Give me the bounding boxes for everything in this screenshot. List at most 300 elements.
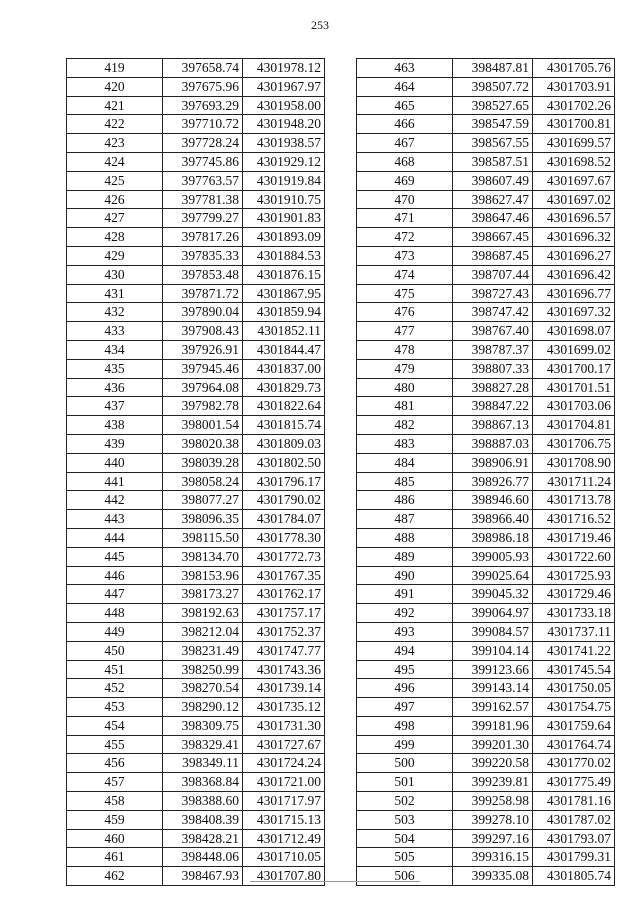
point-number-cell: 425 <box>67 171 163 190</box>
point-number-cell: 426 <box>67 190 163 209</box>
y-coordinate-cell: 4301767.35 <box>243 566 325 585</box>
x-coordinate-cell: 398807.33 <box>453 359 533 378</box>
point-number-cell: 472 <box>357 228 453 247</box>
point-number-cell: 484 <box>357 453 453 472</box>
y-coordinate-cell: 4301778.30 <box>243 528 325 547</box>
y-coordinate-cell: 4301711.24 <box>533 472 615 491</box>
point-number-cell: 437 <box>67 397 163 416</box>
x-coordinate-cell: 397835.33 <box>163 246 243 265</box>
x-coordinate-cell: 398966.40 <box>453 510 533 529</box>
table-row <box>357 679 615 698</box>
table-row <box>67 134 325 153</box>
y-coordinate-cell: 4301787.02 <box>533 810 615 829</box>
y-coordinate-cell: 4301938.57 <box>243 134 325 153</box>
point-number-cell: 428 <box>67 228 163 247</box>
point-number-cell: 464 <box>357 77 453 96</box>
table-row <box>67 453 325 472</box>
y-coordinate-cell: 4301737.11 <box>533 622 615 641</box>
table-row <box>357 322 615 341</box>
x-coordinate-cell: 398020.38 <box>163 434 243 453</box>
x-coordinate-cell: 398906.91 <box>453 453 533 472</box>
table-row <box>67 528 325 547</box>
table-row <box>357 792 615 811</box>
y-coordinate-cell: 4301700.17 <box>533 359 615 378</box>
y-coordinate-cell: 4301978.12 <box>243 59 325 78</box>
x-coordinate-cell: 397799.27 <box>163 209 243 228</box>
point-number-cell: 435 <box>67 359 163 378</box>
point-number-cell: 444 <box>67 528 163 547</box>
x-coordinate-cell: 398192.63 <box>163 604 243 623</box>
point-number-cell: 465 <box>357 96 453 115</box>
x-coordinate-cell: 398058.24 <box>163 472 243 491</box>
point-number-cell: 476 <box>357 303 453 322</box>
table-row <box>357 716 615 735</box>
x-coordinate-cell: 398787.37 <box>453 340 533 359</box>
y-coordinate-cell: 4301717.97 <box>243 792 325 811</box>
point-number-cell: 463 <box>357 59 453 78</box>
table-row <box>67 829 325 848</box>
point-number-cell: 496 <box>357 679 453 698</box>
y-coordinate-cell: 4301884.53 <box>243 246 325 265</box>
x-coordinate-cell: 397964.08 <box>163 378 243 397</box>
point-number-cell: 421 <box>67 96 163 115</box>
y-coordinate-cell: 4301696.32 <box>533 228 615 247</box>
x-coordinate-cell: 397908.43 <box>163 322 243 341</box>
y-coordinate-cell: 4301712.49 <box>243 829 325 848</box>
y-coordinate-cell: 4301759.64 <box>533 716 615 735</box>
y-coordinate-cell: 4301837.00 <box>243 359 325 378</box>
y-coordinate-cell: 4301910.75 <box>243 190 325 209</box>
y-coordinate-cell: 4301708.90 <box>533 453 615 472</box>
point-number-cell: 445 <box>67 547 163 566</box>
point-number-cell: 495 <box>357 660 453 679</box>
x-coordinate-cell: 399335.08 <box>453 867 533 886</box>
x-coordinate-cell: 398867.13 <box>453 416 533 435</box>
y-coordinate-cell: 4301844.47 <box>243 340 325 359</box>
point-number-cell: 423 <box>67 134 163 153</box>
y-coordinate-cell: 4301703.06 <box>533 397 615 416</box>
y-coordinate-cell: 4301784.07 <box>243 510 325 529</box>
table-row <box>357 698 615 717</box>
point-number-cell: 451 <box>67 660 163 679</box>
y-coordinate-cell: 4301696.77 <box>533 284 615 303</box>
x-coordinate-cell: 398212.04 <box>163 622 243 641</box>
x-coordinate-cell: 399045.32 <box>453 585 533 604</box>
table-row <box>67 773 325 792</box>
y-coordinate-cell: 4301815.74 <box>243 416 325 435</box>
x-coordinate-cell: 398231.49 <box>163 641 243 660</box>
point-number-cell: 420 <box>67 77 163 96</box>
y-coordinate-cell: 4301754.75 <box>533 698 615 717</box>
table-row <box>357 228 615 247</box>
point-number-cell: 493 <box>357 622 453 641</box>
y-coordinate-cell: 4301706.75 <box>533 434 615 453</box>
point-number-cell: 457 <box>67 773 163 792</box>
y-coordinate-cell: 4301747.77 <box>243 641 325 660</box>
table-row <box>67 585 325 604</box>
x-coordinate-cell: 398368.84 <box>163 773 243 792</box>
y-coordinate-cell: 4301735.12 <box>243 698 325 717</box>
x-coordinate-cell: 399005.93 <box>453 547 533 566</box>
point-number-cell: 422 <box>67 115 163 134</box>
x-coordinate-cell: 398487.81 <box>453 59 533 78</box>
x-coordinate-cell: 399104.14 <box>453 641 533 660</box>
table-row <box>357 848 615 867</box>
table-row <box>357 378 615 397</box>
x-coordinate-cell: 399064.97 <box>453 604 533 623</box>
x-coordinate-cell: 399143.14 <box>453 679 533 698</box>
y-coordinate-cell: 4301724.24 <box>243 754 325 773</box>
table-row <box>357 190 615 209</box>
y-coordinate-cell: 4301799.31 <box>533 848 615 867</box>
y-coordinate-cell: 4301752.37 <box>243 622 325 641</box>
table-row <box>67 378 325 397</box>
table-row <box>357 284 615 303</box>
y-coordinate-cell: 4301727.67 <box>243 735 325 754</box>
table-row <box>67 359 325 378</box>
x-coordinate-cell: 398926.77 <box>453 472 533 491</box>
y-coordinate-cell: 4301745.54 <box>533 660 615 679</box>
table-row <box>67 416 325 435</box>
point-number-cell: 433 <box>67 322 163 341</box>
table-row <box>357 829 615 848</box>
table-row <box>357 867 615 886</box>
point-number-cell: 446 <box>67 566 163 585</box>
point-number-cell: 436 <box>67 378 163 397</box>
x-coordinate-cell: 397675.96 <box>163 77 243 96</box>
x-coordinate-cell: 399123.66 <box>453 660 533 679</box>
x-coordinate-cell: 399258.98 <box>453 792 533 811</box>
x-coordinate-cell: 398587.51 <box>453 152 533 171</box>
y-coordinate-cell: 4301716.52 <box>533 510 615 529</box>
table-row <box>357 604 615 623</box>
table-row <box>67 792 325 811</box>
x-coordinate-cell: 398096.35 <box>163 510 243 529</box>
table-row <box>67 152 325 171</box>
table-row <box>67 228 325 247</box>
x-coordinate-cell: 398567.55 <box>453 134 533 153</box>
point-number-cell: 500 <box>357 754 453 773</box>
table-row <box>357 115 615 134</box>
table-row <box>357 754 615 773</box>
point-number-cell: 439 <box>67 434 163 453</box>
y-coordinate-cell: 4301948.20 <box>243 115 325 134</box>
page-number: 253 <box>311 18 329 32</box>
table-row <box>357 510 615 529</box>
table-row <box>67 622 325 641</box>
point-number-cell: 478 <box>357 340 453 359</box>
point-number-cell: 498 <box>357 716 453 735</box>
point-number-cell: 501 <box>357 773 453 792</box>
x-coordinate-cell: 398270.54 <box>163 679 243 698</box>
table-row <box>357 660 615 679</box>
x-coordinate-cell: 397693.29 <box>163 96 243 115</box>
table-row <box>357 265 615 284</box>
y-coordinate-cell: 4301958.00 <box>243 96 325 115</box>
table-row <box>67 716 325 735</box>
y-coordinate-cell: 4301733.18 <box>533 604 615 623</box>
point-number-cell: 455 <box>67 735 163 754</box>
x-coordinate-cell: 397728.24 <box>163 134 243 153</box>
point-number-cell: 480 <box>357 378 453 397</box>
point-number-cell: 443 <box>67 510 163 529</box>
y-coordinate-cell: 4301700.81 <box>533 115 615 134</box>
table-row <box>67 115 325 134</box>
point-number-cell: 447 <box>67 585 163 604</box>
x-coordinate-cell: 397982.78 <box>163 397 243 416</box>
point-number-cell: 461 <box>67 848 163 867</box>
y-coordinate-cell: 4301722.60 <box>533 547 615 566</box>
table-row <box>67 660 325 679</box>
x-coordinate-cell: 398687.45 <box>453 246 533 265</box>
table-row <box>67 77 325 96</box>
x-coordinate-cell: 399239.81 <box>453 773 533 792</box>
x-coordinate-cell: 398309.75 <box>163 716 243 735</box>
x-coordinate-cell: 398827.28 <box>453 378 533 397</box>
table-row <box>67 867 325 886</box>
x-coordinate-cell: 398329.41 <box>163 735 243 754</box>
table-row <box>357 547 615 566</box>
coordinates-table-left <box>66 58 325 886</box>
x-coordinate-cell: 398707.44 <box>453 265 533 284</box>
x-coordinate-cell: 398547.59 <box>453 115 533 134</box>
table-row <box>67 190 325 209</box>
bottom-divider <box>250 881 420 882</box>
y-coordinate-cell: 4301698.52 <box>533 152 615 171</box>
point-number-cell: 429 <box>67 246 163 265</box>
point-number-cell: 432 <box>67 303 163 322</box>
x-coordinate-cell: 397817.26 <box>163 228 243 247</box>
y-coordinate-cell: 4301697.32 <box>533 303 615 322</box>
x-coordinate-cell: 397926.91 <box>163 340 243 359</box>
table-row <box>67 810 325 829</box>
y-coordinate-cell: 4301829.73 <box>243 378 325 397</box>
point-number-cell: 471 <box>357 209 453 228</box>
table-row <box>357 641 615 660</box>
point-number-cell: 466 <box>357 115 453 134</box>
y-coordinate-cell: 4301764.74 <box>533 735 615 754</box>
point-number-cell: 456 <box>67 754 163 773</box>
y-coordinate-cell: 4301743.36 <box>243 660 325 679</box>
x-coordinate-cell: 397781.38 <box>163 190 243 209</box>
point-number-cell: 427 <box>67 209 163 228</box>
table-row <box>357 528 615 547</box>
y-coordinate-cell: 4301919.84 <box>243 171 325 190</box>
x-coordinate-cell: 398153.96 <box>163 566 243 585</box>
point-number-cell: 486 <box>357 491 453 510</box>
y-coordinate-cell: 4301697.67 <box>533 171 615 190</box>
x-coordinate-cell: 398408.39 <box>163 810 243 829</box>
x-coordinate-cell: 398727.43 <box>453 284 533 303</box>
x-coordinate-cell: 397658.74 <box>163 59 243 78</box>
y-coordinate-cell: 4301707.80 <box>243 867 325 886</box>
y-coordinate-cell: 4301772.73 <box>243 547 325 566</box>
x-coordinate-cell: 398946.60 <box>453 491 533 510</box>
point-number-cell: 450 <box>67 641 163 660</box>
point-number-cell: 491 <box>357 585 453 604</box>
table-row <box>357 434 615 453</box>
point-number-cell: 458 <box>67 792 163 811</box>
x-coordinate-cell: 397763.57 <box>163 171 243 190</box>
point-number-cell: 487 <box>357 510 453 529</box>
y-coordinate-cell: 4301852.11 <box>243 322 325 341</box>
y-coordinate-cell: 4301719.46 <box>533 528 615 547</box>
point-number-cell: 505 <box>357 848 453 867</box>
y-coordinate-cell: 4301701.51 <box>533 378 615 397</box>
y-coordinate-cell: 4301739.14 <box>243 679 325 698</box>
x-coordinate-cell: 399162.57 <box>453 698 533 717</box>
y-coordinate-cell: 4301705.76 <box>533 59 615 78</box>
x-coordinate-cell: 399181.96 <box>453 716 533 735</box>
table-row <box>67 59 325 78</box>
table-row <box>357 566 615 585</box>
table-row <box>357 416 615 435</box>
point-number-cell: 488 <box>357 528 453 547</box>
y-coordinate-cell: 4301790.02 <box>243 491 325 510</box>
x-coordinate-cell: 399025.64 <box>453 566 533 585</box>
x-coordinate-cell: 398039.28 <box>163 453 243 472</box>
table-row <box>357 96 615 115</box>
x-coordinate-cell: 398507.72 <box>453 77 533 96</box>
table-row <box>67 641 325 660</box>
point-number-cell: 492 <box>357 604 453 623</box>
table-row <box>67 566 325 585</box>
x-coordinate-cell: 398388.60 <box>163 792 243 811</box>
y-coordinate-cell: 4301893.09 <box>243 228 325 247</box>
table-row <box>67 434 325 453</box>
table-row <box>357 622 615 641</box>
table-row <box>67 754 325 773</box>
point-number-cell: 475 <box>357 284 453 303</box>
y-coordinate-cell: 4301757.17 <box>243 604 325 623</box>
table-row <box>357 359 615 378</box>
point-number-cell: 434 <box>67 340 163 359</box>
table-row <box>357 491 615 510</box>
point-number-cell: 502 <box>357 792 453 811</box>
table-row <box>357 585 615 604</box>
point-number-cell: 467 <box>357 134 453 153</box>
table-row <box>357 152 615 171</box>
x-coordinate-cell: 398767.40 <box>453 322 533 341</box>
point-number-cell: 485 <box>357 472 453 491</box>
table-row <box>357 59 615 78</box>
x-coordinate-cell: 398607.49 <box>453 171 533 190</box>
table-row <box>67 698 325 717</box>
y-coordinate-cell: 4301929.12 <box>243 152 325 171</box>
y-coordinate-cell: 4301696.27 <box>533 246 615 265</box>
point-number-cell: 454 <box>67 716 163 735</box>
coordinates-table-right <box>356 58 615 886</box>
x-coordinate-cell: 398001.54 <box>163 416 243 435</box>
x-coordinate-cell: 398428.21 <box>163 829 243 848</box>
table-row <box>67 340 325 359</box>
x-coordinate-cell: 398986.18 <box>453 528 533 547</box>
x-coordinate-cell: 398467.93 <box>163 867 243 886</box>
point-number-cell: 424 <box>67 152 163 171</box>
point-number-cell: 499 <box>357 735 453 754</box>
x-coordinate-cell: 398448.06 <box>163 848 243 867</box>
point-number-cell: 481 <box>357 397 453 416</box>
y-coordinate-cell: 4301876.15 <box>243 265 325 284</box>
table-row <box>357 735 615 754</box>
table-row <box>67 265 325 284</box>
y-coordinate-cell: 4301715.13 <box>243 810 325 829</box>
y-coordinate-cell: 4301796.17 <box>243 472 325 491</box>
point-number-cell: 449 <box>67 622 163 641</box>
table-row <box>357 77 615 96</box>
x-coordinate-cell: 398887.03 <box>453 434 533 453</box>
point-number-cell: 474 <box>357 265 453 284</box>
table-row <box>357 340 615 359</box>
point-number-cell: 479 <box>357 359 453 378</box>
x-coordinate-cell: 397853.48 <box>163 265 243 284</box>
point-number-cell: 483 <box>357 434 453 453</box>
point-number-cell: 430 <box>67 265 163 284</box>
point-number-cell: 506 <box>357 867 453 886</box>
table-row <box>357 453 615 472</box>
table-row <box>67 848 325 867</box>
point-number-cell: 482 <box>357 416 453 435</box>
x-coordinate-cell: 399316.15 <box>453 848 533 867</box>
table-row <box>67 171 325 190</box>
x-coordinate-cell: 399201.30 <box>453 735 533 754</box>
point-number-cell: 459 <box>67 810 163 829</box>
y-coordinate-cell: 4301713.78 <box>533 491 615 510</box>
y-coordinate-cell: 4301762.17 <box>243 585 325 604</box>
point-number-cell: 494 <box>357 641 453 660</box>
table-row <box>67 547 325 566</box>
table-row <box>67 303 325 322</box>
table-row <box>357 303 615 322</box>
table-row <box>67 604 325 623</box>
y-coordinate-cell: 4301867.95 <box>243 284 325 303</box>
x-coordinate-cell: 397710.72 <box>163 115 243 134</box>
y-coordinate-cell: 4301781.16 <box>533 792 615 811</box>
y-coordinate-cell: 4301809.03 <box>243 434 325 453</box>
point-number-cell: 431 <box>67 284 163 303</box>
table-row <box>67 322 325 341</box>
point-number-cell: 489 <box>357 547 453 566</box>
x-coordinate-cell: 397745.86 <box>163 152 243 171</box>
x-coordinate-cell: 398847.22 <box>453 397 533 416</box>
table-row <box>67 472 325 491</box>
y-coordinate-cell: 4301967.97 <box>243 77 325 96</box>
point-number-cell: 497 <box>357 698 453 717</box>
table-row <box>357 810 615 829</box>
y-coordinate-cell: 4301699.02 <box>533 340 615 359</box>
y-coordinate-cell: 4301741.22 <box>533 641 615 660</box>
point-number-cell: 504 <box>357 829 453 848</box>
y-coordinate-cell: 4301696.57 <box>533 209 615 228</box>
point-number-cell: 462 <box>67 867 163 886</box>
table-row <box>67 397 325 416</box>
y-coordinate-cell: 4301704.81 <box>533 416 615 435</box>
y-coordinate-cell: 4301770.02 <box>533 754 615 773</box>
y-coordinate-cell: 4301703.91 <box>533 77 615 96</box>
table-row <box>67 735 325 754</box>
x-coordinate-cell: 398527.65 <box>453 96 533 115</box>
x-coordinate-cell: 398290.12 <box>163 698 243 717</box>
y-coordinate-cell: 4301697.02 <box>533 190 615 209</box>
point-number-cell: 448 <box>67 604 163 623</box>
table-row <box>357 397 615 416</box>
point-number-cell: 503 <box>357 810 453 829</box>
point-number-cell: 473 <box>357 246 453 265</box>
table-row <box>357 246 615 265</box>
y-coordinate-cell: 4301793.07 <box>533 829 615 848</box>
x-coordinate-cell: 398077.27 <box>163 491 243 510</box>
table-row <box>67 246 325 265</box>
